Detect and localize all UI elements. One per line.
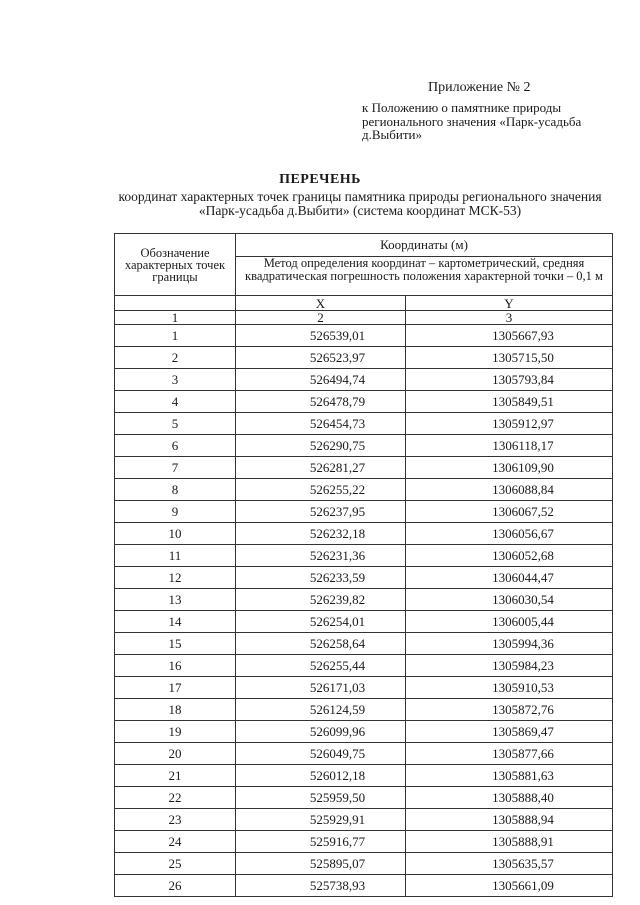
point-number-cell: 12 <box>115 567 236 589</box>
table-header <box>115 234 613 325</box>
point-number-cell: 16 <box>115 655 236 677</box>
y-coordinate-cell: 1305910,53 <box>406 677 613 699</box>
point-number-cell: 22 <box>115 787 236 809</box>
document-heading: ПЕРЕЧЕНЬ <box>279 172 361 187</box>
table-row <box>115 347 613 369</box>
table-row <box>115 743 613 765</box>
point-number-cell: 20 <box>115 743 236 765</box>
point-number-cell: 11 <box>115 545 236 567</box>
table-row <box>115 479 613 501</box>
table-row <box>115 545 613 567</box>
y-coordinate-cell: 1305912,97 <box>406 413 613 435</box>
x-coordinate-cell: 526254,01 <box>236 611 406 633</box>
x-coordinate-cell: 526239,82 <box>236 589 406 611</box>
y-coordinate-cell: 1305661,09 <box>406 875 613 897</box>
appendix-title: Приложение № 2 <box>428 80 531 95</box>
point-number-cell: 8 <box>115 479 236 501</box>
y-coordinate-cell: 1306044,47 <box>406 567 613 589</box>
method-header: Метод определения координат – картометрический, средняя квадратическая погрешность положения характерной точки – 0,1 м <box>236 257 613 296</box>
point-number-cell: 9 <box>115 501 236 523</box>
y-coordinate-cell: 1306109,90 <box>406 457 613 479</box>
appendix-reference: к Положению о памятнике природы регионального значения «Парк-усадьба д.Выбити» <box>362 100 582 142</box>
x-coordinate-cell: 526255,44 <box>236 655 406 677</box>
table-row <box>115 875 613 897</box>
y-coordinate-cell: 1305869,47 <box>406 721 613 743</box>
table-row <box>115 413 613 435</box>
x-coordinate-cell: 525895,07 <box>236 853 406 875</box>
table-row <box>115 809 613 831</box>
x-coordinate-cell: 526099,96 <box>236 721 406 743</box>
y-coordinate-cell: 1306118,17 <box>406 435 613 457</box>
x-coordinate-cell: 525929,91 <box>236 809 406 831</box>
x-coordinate-cell: 526049,75 <box>236 743 406 765</box>
y-coordinate-cell: 1305793,84 <box>406 369 613 391</box>
x-coordinate-cell: 526255,22 <box>236 479 406 501</box>
y-coordinate-cell: 1305984,23 <box>406 655 613 677</box>
x-coordinate-cell: 525916,77 <box>236 831 406 853</box>
y-coordinate-cell: 1305635,57 <box>406 853 613 875</box>
x-coordinate-cell: 526281,27 <box>236 457 406 479</box>
x-coordinate-cell: 526523,97 <box>236 347 406 369</box>
y-coordinate-cell: 1306052,68 <box>406 545 613 567</box>
table-row <box>115 765 613 787</box>
table-row <box>115 325 613 347</box>
point-number-cell: 17 <box>115 677 236 699</box>
table-row <box>115 677 613 699</box>
table-row <box>115 435 613 457</box>
point-number-cell: 2 <box>115 347 236 369</box>
point-number-cell: 15 <box>115 633 236 655</box>
x-axis-header: X <box>236 296 406 311</box>
y-axis-header: Y <box>406 296 613 311</box>
x-coordinate-cell: 526232,18 <box>236 523 406 545</box>
y-coordinate-cell: 1306088,84 <box>406 479 613 501</box>
x-coordinate-cell: 526231,36 <box>236 545 406 567</box>
y-coordinate-cell: 1306030,54 <box>406 589 613 611</box>
y-coordinate-cell: 1305877,66 <box>406 743 613 765</box>
column-number-3: 3 <box>406 311 613 325</box>
x-coordinate-cell: 526124,59 <box>236 699 406 721</box>
table-row <box>115 831 613 853</box>
table-row <box>115 853 613 875</box>
axis-blank-cell <box>115 296 236 311</box>
point-number-cell: 18 <box>115 699 236 721</box>
point-number-cell: 6 <box>115 435 236 457</box>
document-subheading: координат характерных точек границы памятника природы регионального значения «Парк-усадьба д.Выбити» (система координат МСК-53) <box>118 189 602 218</box>
table-row <box>115 523 613 545</box>
point-number-cell: 26 <box>115 875 236 897</box>
point-number-cell: 23 <box>115 809 236 831</box>
y-coordinate-cell: 1306067,52 <box>406 501 613 523</box>
column-number-1: 1 <box>115 311 236 325</box>
y-coordinate-cell: 1305994,36 <box>406 633 613 655</box>
x-coordinate-cell: 526171,03 <box>236 677 406 699</box>
coordinates-header: Координаты (м) <box>236 234 613 257</box>
table-row <box>115 589 613 611</box>
table-row <box>115 787 613 809</box>
y-coordinate-cell: 1305881,63 <box>406 765 613 787</box>
point-number-cell: 25 <box>115 853 236 875</box>
point-number-cell: 13 <box>115 589 236 611</box>
table-row <box>115 369 613 391</box>
x-coordinate-cell: 526237,95 <box>236 501 406 523</box>
y-coordinate-cell: 1305888,94 <box>406 809 613 831</box>
point-number-cell: 21 <box>115 765 236 787</box>
y-coordinate-cell: 1305872,76 <box>406 699 613 721</box>
x-coordinate-cell: 526494,74 <box>236 369 406 391</box>
point-number-cell: 7 <box>115 457 236 479</box>
table-row <box>115 567 613 589</box>
column-number-2: 2 <box>236 311 406 325</box>
x-coordinate-cell: 525738,93 <box>236 875 406 897</box>
point-number-cell: 1 <box>115 325 236 347</box>
x-coordinate-cell: 526454,73 <box>236 413 406 435</box>
table-row <box>115 699 613 721</box>
table-row <box>115 721 613 743</box>
y-coordinate-cell: 1305667,93 <box>406 325 613 347</box>
table-row <box>115 457 613 479</box>
y-coordinate-cell: 1305849,51 <box>406 391 613 413</box>
point-number-cell: 4 <box>115 391 236 413</box>
x-coordinate-cell: 526233,59 <box>236 567 406 589</box>
table-body <box>115 325 613 897</box>
x-coordinate-cell: 526290,75 <box>236 435 406 457</box>
point-number-cell: 14 <box>115 611 236 633</box>
x-coordinate-cell: 526012,18 <box>236 765 406 787</box>
table-row <box>115 391 613 413</box>
table-row <box>115 501 613 523</box>
table-row <box>115 633 613 655</box>
point-number-cell: 24 <box>115 831 236 853</box>
coordinates-table <box>114 233 613 897</box>
point-number-cell: 19 <box>115 721 236 743</box>
x-coordinate-cell: 526258,64 <box>236 633 406 655</box>
table-row <box>115 655 613 677</box>
y-coordinate-cell: 1305888,40 <box>406 787 613 809</box>
table-row <box>115 611 613 633</box>
x-coordinate-cell: 525959,50 <box>236 787 406 809</box>
point-number-cell: 5 <box>115 413 236 435</box>
y-coordinate-cell: 1306005,44 <box>406 611 613 633</box>
y-coordinate-cell: 1306056,67 <box>406 523 613 545</box>
x-coordinate-cell: 526478,79 <box>236 391 406 413</box>
x-coordinate-cell: 526539,01 <box>236 325 406 347</box>
y-coordinate-cell: 1305888,91 <box>406 831 613 853</box>
point-designation-header: Обозначение характерных точек границы <box>115 234 236 296</box>
point-number-cell: 10 <box>115 523 236 545</box>
point-number-cell: 3 <box>115 369 236 391</box>
y-coordinate-cell: 1305715,50 <box>406 347 613 369</box>
